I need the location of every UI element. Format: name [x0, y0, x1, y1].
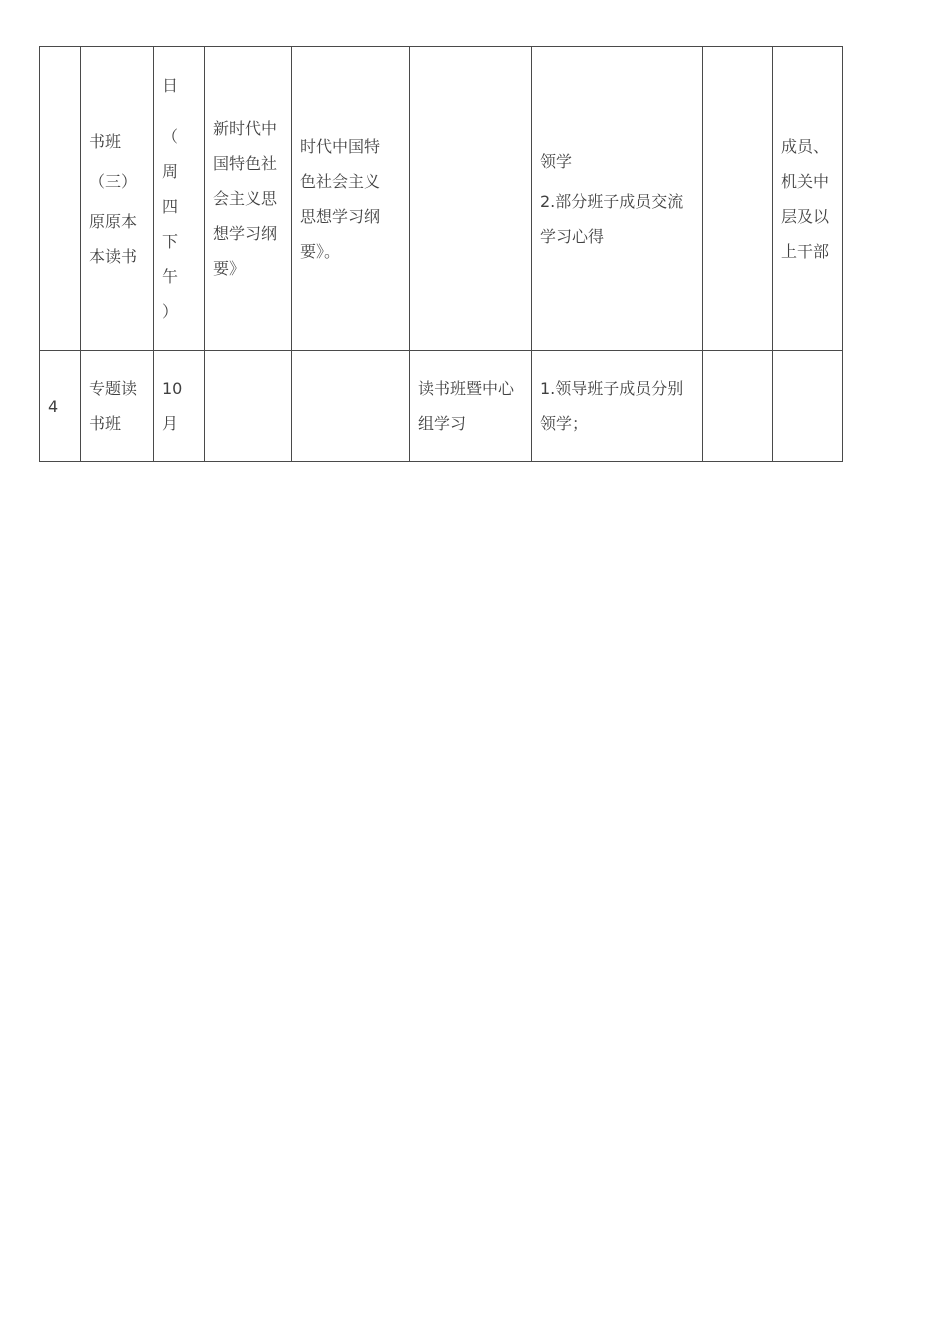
- cell-session-name: 书班 （三） 原原本 本读书: [81, 47, 154, 351]
- cell-number: 4: [40, 351, 81, 462]
- table-row: [40, 47, 843, 351]
- cell-participants: 成员、 机关中 层及以 上干部: [773, 47, 843, 351]
- cell-date: 10 月: [154, 351, 205, 462]
- cell-session-name: 专题读 书班: [81, 351, 154, 462]
- table-row: [40, 351, 843, 462]
- cell-extra: [703, 351, 773, 462]
- cell-number: [40, 47, 81, 351]
- cell-study-material: 新时代中 国特色社 会主义思 想学习纲 要》: [205, 47, 292, 351]
- cell-participants: [773, 351, 843, 462]
- cell-study-form: [410, 47, 532, 351]
- study-schedule-table: [39, 46, 843, 462]
- cell-study-method: 1.领导班子成员分别 领学；: [532, 351, 703, 462]
- cell-date: 日 （ 周 四 下 午 ）: [154, 47, 205, 351]
- cell-extra: [703, 47, 773, 351]
- cell-study-method: 领学 2.部分班子成员交流 学习心得: [532, 47, 703, 351]
- cell-study-form: 读书班暨中心 组学习: [410, 351, 532, 462]
- cell-study-content: [292, 351, 410, 462]
- cell-study-content: 时代中国特 色社会主义 思想学习纲 要》。: [292, 47, 410, 351]
- cell-study-material: [205, 351, 292, 462]
